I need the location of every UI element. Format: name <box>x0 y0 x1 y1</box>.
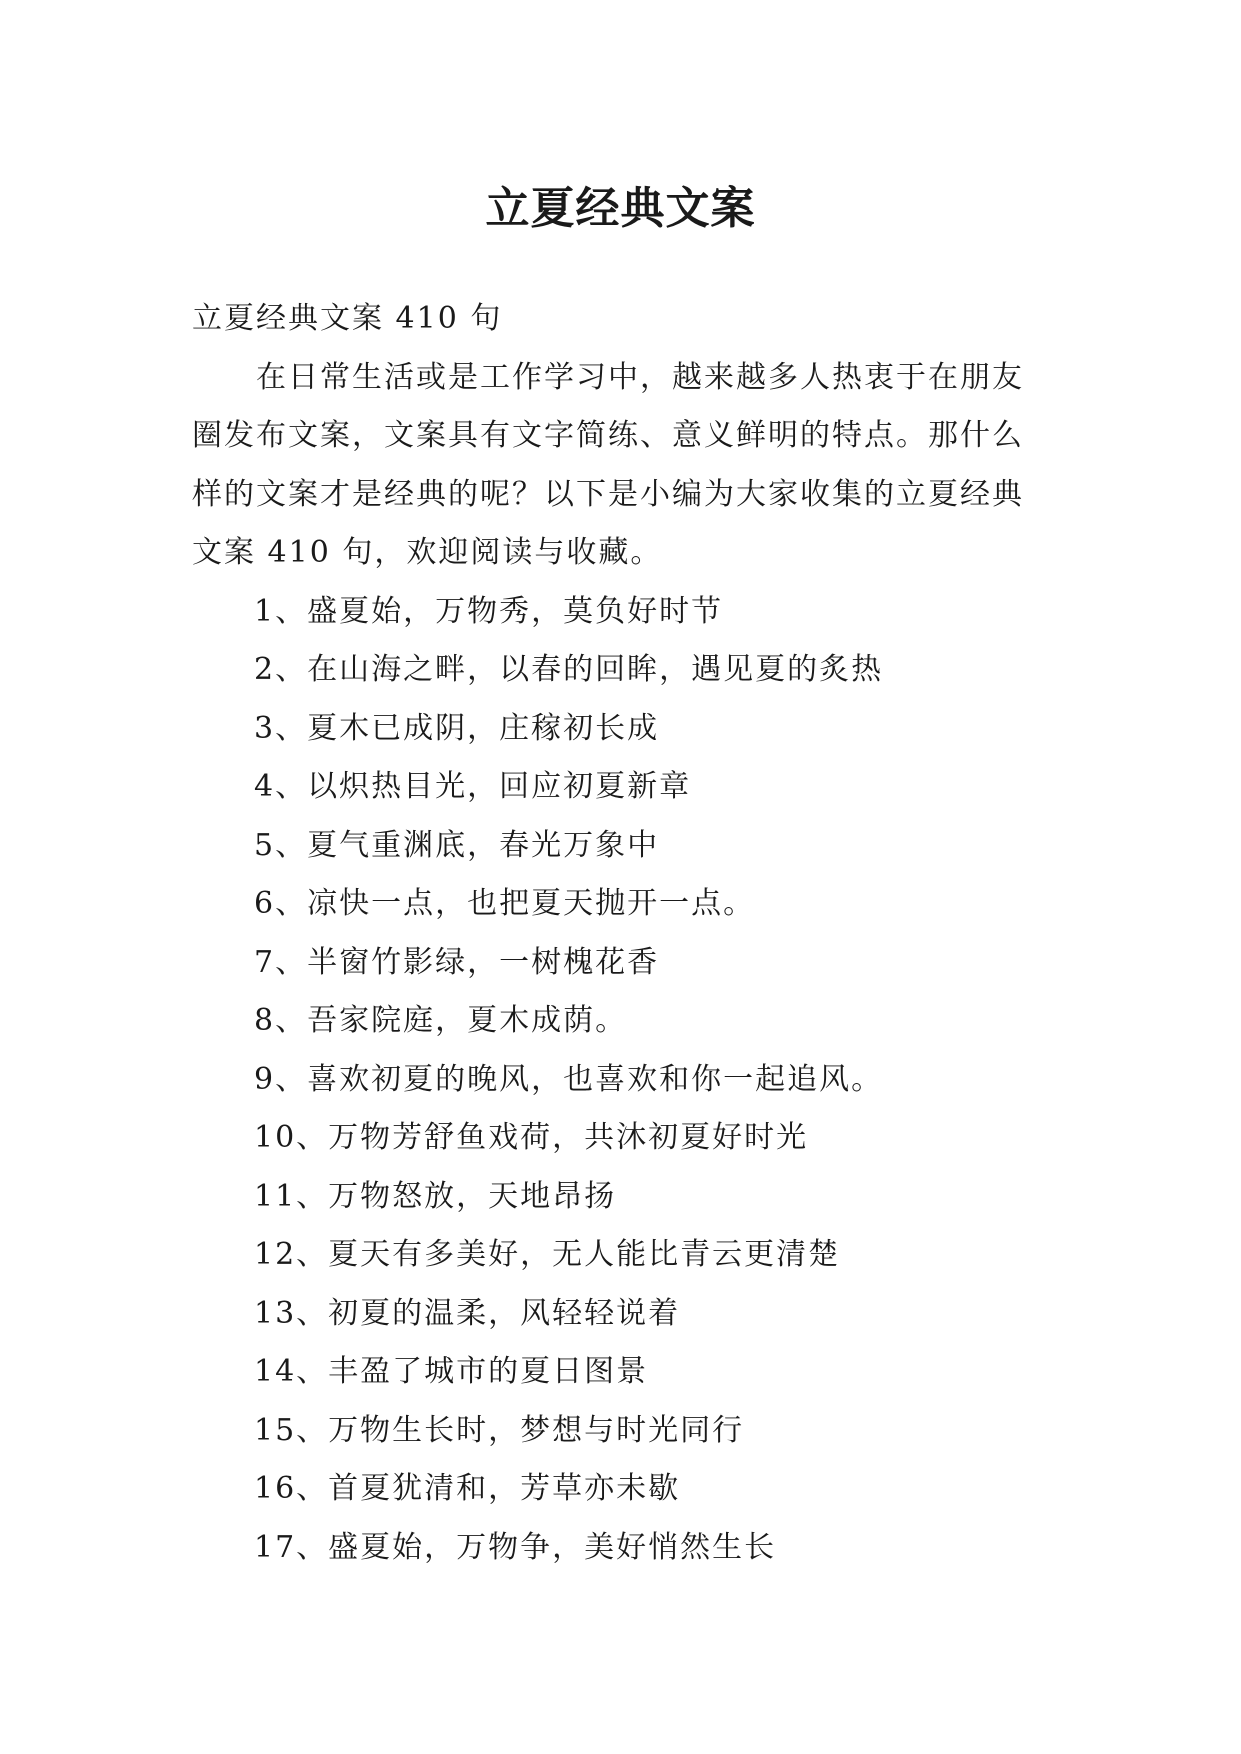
list-item: 6、凉快一点，也把夏天抛开一点。 <box>254 886 756 921</box>
list-item: 16、首夏犹清和，芳草亦未歇 <box>254 1471 681 1506</box>
list-item: 9、喜欢初夏的晚风，也喜欢和你一起追风。 <box>254 1061 884 1097</box>
list-item: 13、初夏的温柔，风轻轻说着 <box>254 1295 681 1331</box>
list-item: 12、夏天有多美好，无人能比青云更清楚 <box>254 1237 841 1272</box>
list-item: 11、万物怒放，天地昂扬 <box>254 1178 617 1214</box>
list-item: 14、丰盈了城市的夏日图景 <box>254 1354 649 1389</box>
list-item: 1、盛夏始，万物秀，莫负好时节 <box>254 593 724 629</box>
list-item: 8、吾家院庭，夏木成荫。 <box>254 1003 628 1038</box>
quote-list <box>192 583 1052 1578</box>
intro-paragraph: 在日常生活或是工作学习中，越来越多人热衷于在朋友圈发布文案，文案具有文字简练、意义鲜明的特点。那什么样的文案才是经典的呢？以下是小编为大家收集的立夏经典文案 410 句，欢迎阅读与收藏。 <box>192 359 1024 570</box>
list-item: 15、万物生长时，梦想与时光同行 <box>254 1412 745 1448</box>
list-item: 10、万物芳舒鱼戏荷，共沐初夏好时光 <box>254 1120 809 1155</box>
list-item: 3、夏木已成阴，庄稼初长成 <box>254 710 660 746</box>
list-item: 17、盛夏始，万物争，美好悄然生长 <box>254 1529 777 1565</box>
list-item: 2、在山海之畔，以春的回眸，遇见夏的炙热 <box>254 652 884 687</box>
list-item: 7、半窗竹影绿，一树槐花香 <box>254 944 660 980</box>
list-item: 5、夏气重渊底，春光万象中 <box>254 827 660 863</box>
list-item: 4、以炽热目光，回应初夏新章 <box>254 769 692 804</box>
document-body <box>192 290 1052 1577</box>
document-subtitle: 立夏经典文案 410 句 <box>192 301 503 336</box>
document-title: 立夏经典文案 <box>485 183 756 235</box>
